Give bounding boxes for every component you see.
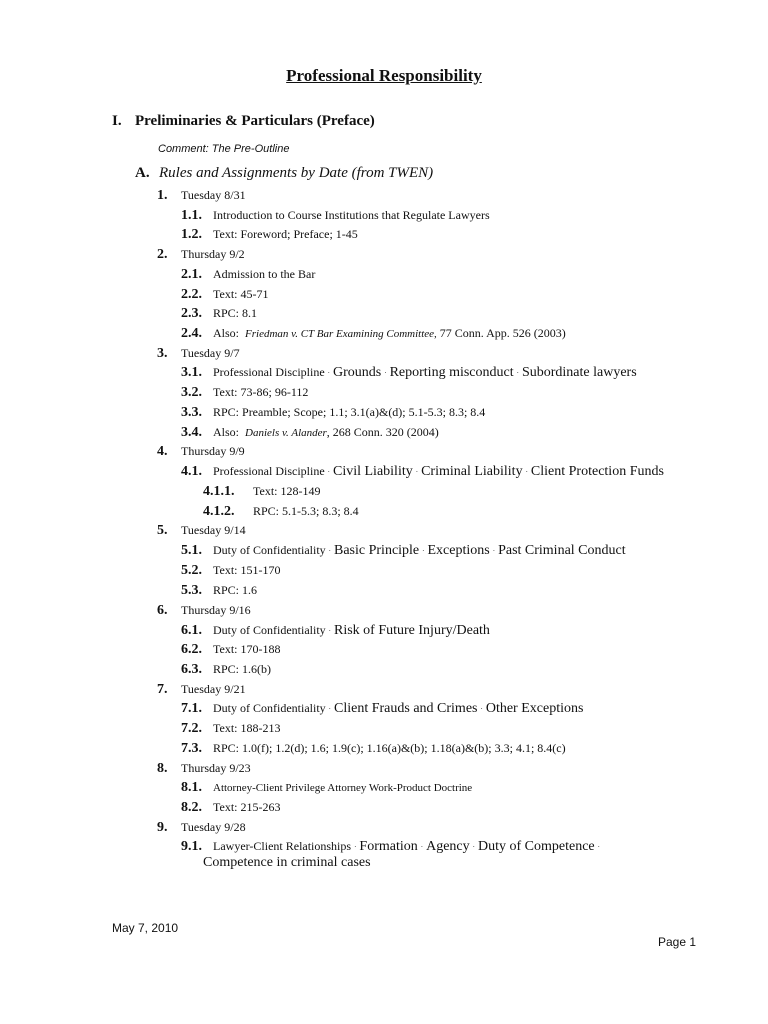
- outline-item: 2. Thursday 9/2: [157, 247, 245, 262]
- outline-item: 6. Thursday 9/16: [157, 603, 251, 618]
- outline-continuation: Competence in criminal cases: [203, 855, 371, 870]
- outline-subitem: 5.1. Duty of Confidentiality · Basic Principle · Exceptions · Past Criminal Conduct: [181, 543, 626, 558]
- outline-item: 5. Tuesday 9/14: [157, 523, 246, 538]
- section-heading: [112, 113, 375, 130]
- case-citation: Friedman v. CT Bar Examining Committee,: [245, 328, 437, 340]
- outline-subitem: 1.1. Introduction to Course Institutions that Regulate Lawyers: [181, 208, 490, 223]
- outline-item: 8. Thursday 9/23: [157, 761, 251, 776]
- outline-subitem: 6.2. Text: 170-188: [181, 642, 281, 657]
- outline-subsubitem: 4.1.2. RPC: 5.1-5.3; 8.3; 8.4: [203, 504, 359, 519]
- outline-subitem: 8.2. Text: 215-263: [181, 800, 281, 815]
- footer-date: May 7, 2010: [112, 921, 179, 935]
- outline-item: 1. Tuesday 8/31: [157, 188, 246, 203]
- comment-note: Comment: The Pre-Outline: [158, 143, 290, 155]
- outline-subitem: 5.2. Text: 151-170: [181, 563, 281, 578]
- outline-item: 3. Tuesday 9/7: [157, 346, 240, 361]
- outline-subitem: 7.3. RPC: 1.0(f); 1.2(d); 1.6; 1.9(c); 1.16(a)&(b); 1.18(a)&(b); 3.3; 4.1; 8.4(c): [181, 741, 566, 756]
- outline-subitem: 2.2. Text: 45-71: [181, 287, 269, 302]
- outline-subitem: 4.1. Professional Discipline · Civil Liability · Criminal Liability · Client Protection Funds: [181, 464, 664, 479]
- subsection-heading: [135, 165, 433, 182]
- outline-subitem: 8.1. Attorney-Client Privilege Attorney Work-Product Doctrine: [181, 780, 473, 795]
- outline-subitem: 2.4. Also: Friedman v. CT Bar Examining Committee, 77 Conn. App. 526 (2003): [181, 326, 566, 341]
- section-title: Preliminaries & Particulars (Preface): [135, 113, 375, 129]
- outline-subitem: 3.4. Also: Daniels v. Alander, 268 Conn. 320 (2004): [181, 425, 439, 440]
- outline-subitem: 1.2. Text: Foreword; Preface; 1-45: [181, 227, 358, 242]
- section-number: I.: [112, 113, 122, 129]
- outline-subitem: 7.1. Duty of Confidentiality · Client Frauds and Crimes · Other Exceptions: [181, 701, 584, 716]
- outline-subitem: 7.2. Text: 188-213: [181, 721, 281, 736]
- outline-subsubitem: 4.1.1. Text: 128-149: [203, 484, 321, 499]
- outline-subitem: 5.3. RPC: 1.6: [181, 583, 258, 598]
- outline-subitem: 2.3. RPC: 8.1: [181, 306, 258, 321]
- outline-subitem: 3.3. RPC: Preamble; Scope; 1.1; 3.1(a)&(d); 5.1-5.3; 8.3; 8.4: [181, 405, 486, 420]
- footer-page-number: Page 1: [658, 935, 697, 949]
- outline-item: 9. Tuesday 9/28: [157, 820, 246, 835]
- outline-subitem: 9.1. Lawyer-Client Relationships · Formation · Agency · Duty of Competence ·: [181, 839, 600, 854]
- outline-subitem: 3.1. Professional Discipline · Grounds · Reporting misconduct · Subordinate lawyers: [181, 365, 637, 380]
- outline-subitem: 2.1. Admission to the Bar: [181, 267, 316, 282]
- outline-item: 4. Thursday 9/9: [157, 444, 245, 459]
- subsection-title: Rules and Assignments by Date (from TWEN): [159, 165, 434, 181]
- outline-subitem: 3.2. Text: 73-86; 96-112: [181, 385, 309, 400]
- case-citation: Daniels v. Alander: [245, 427, 327, 439]
- outline-subitem: 6.3. RPC: 1.6(b): [181, 662, 272, 677]
- subsection-label: A.: [135, 165, 150, 181]
- outline-item: 7. Tuesday 9/21: [157, 682, 246, 697]
- outline-subitem: 6.1. Duty of Confidentiality · Risk of Future Injury/Death: [181, 623, 490, 638]
- document-title: Professional Responsibility: [286, 66, 482, 85]
